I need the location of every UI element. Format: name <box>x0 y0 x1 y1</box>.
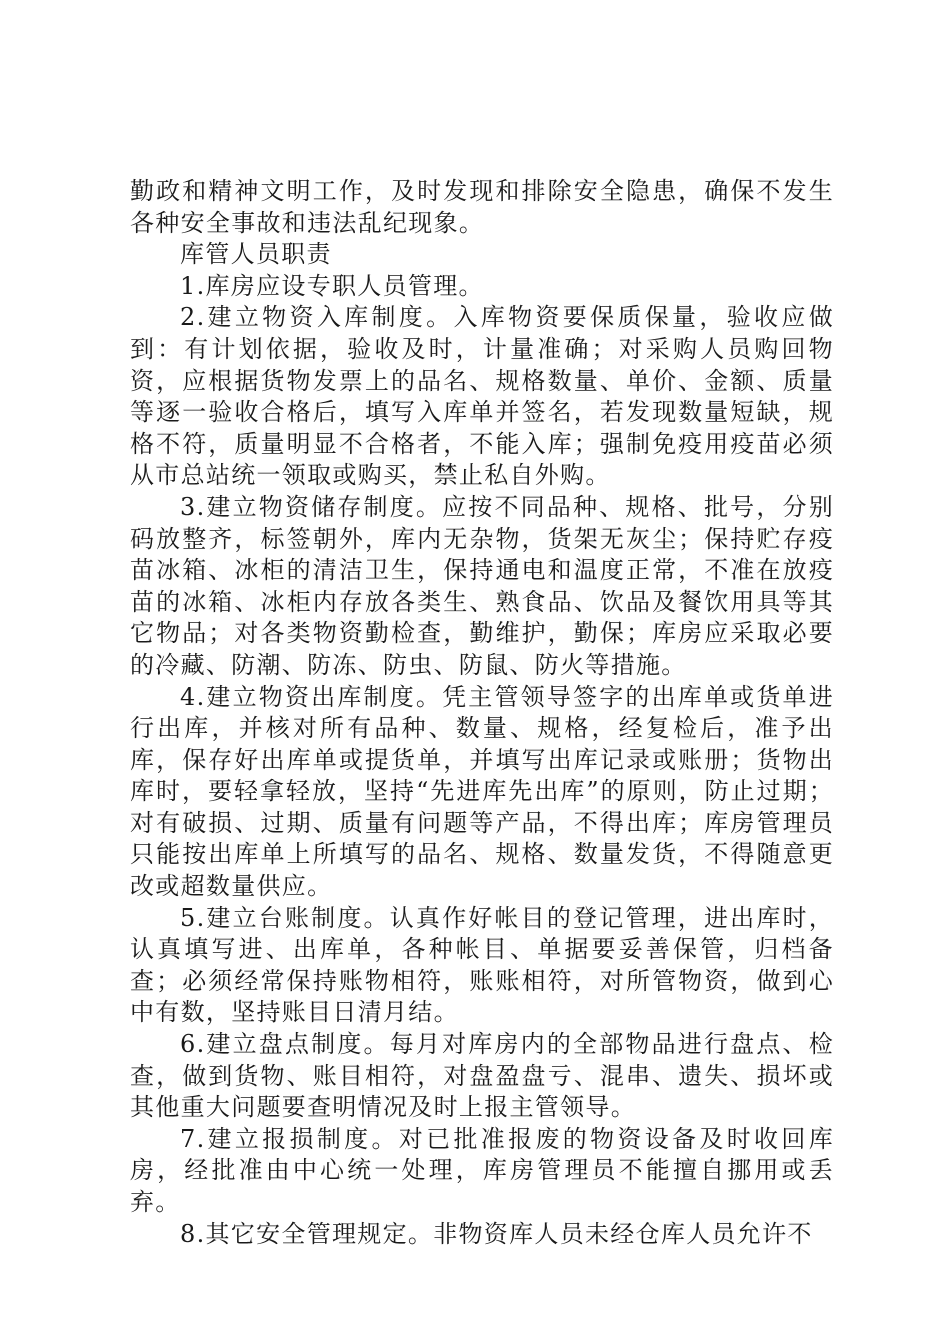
paragraph-continuation: 勤政和精神文明工作，及时发现和排除安全隐患，确保不发生各种安全事故和违法乱纪现象。 <box>130 177 834 237</box>
paragraph-item-7: 7.建立报损制度。对已批准报废的物资设备及时收回库房，经批准由中心统一处理，库房管理员不能擅自挪用或丢弃。 <box>130 1124 834 1216</box>
section-heading: 库管人员职责 <box>180 240 332 269</box>
paragraph-item-8: 8.其它安全管理规定。非物资库人员未经仓库人员允许不 <box>180 1219 813 1248</box>
paragraph-item-1: 1.库房应设专职人员管理。 <box>180 271 484 300</box>
paragraph-item-6: 6.建立盘点制度。每月对库房内的全部物品进行盘点、检查，做到货物、账目相符，对盘盈盘亏、混串、遗失、损坏或其他重大问题要查明情况及时上报主管领导。 <box>130 1030 834 1122</box>
paragraph-item-5: 5.建立台账制度。认真作好帐目的登记管理，进出库时，认真填写进、出库单，各种帐目、单据要妥善保管，归档备查；必须经常保持账物相符，账账相符，对所管物资，做到心中有数，坚持账目日清月结。 <box>130 903 834 1027</box>
document-body <box>130 176 834 1250</box>
paragraph-item-2: 2.建立物资入库制度。入库物资要保质保量，验收应做到：有计划依据，验收及时，计量准确；对采购人员购回物资，应根据货物发票上的品名、规格数量、单价、金额、质量等逐一验收合格后，填写入库单并签名，若发现数量短缺，规格不符，质量明显不合格者，不能入库；强制免疫用疫苗必须从市总站统一领取或购买，禁止私自外购。 <box>130 303 834 490</box>
paragraph-item-4: 4.建立物资出库制度。凭主管领导签字的出库单或货单进行出库，并核对所有品种、数量、规格，经复检后，准予出库，保存好出库单或提货单，并填写出库记录或账册；货物出库时，要轻拿轻放，坚持“先进库先出库”的原则，防止过期；对有破损、过期、质量有问题等产品，不得出库；库房管理员只能按出库单上所填写的品名、规格、数量发货，不得随意更改或超数量供应。 <box>130 682 834 901</box>
paragraph-item-3: 3.建立物资储存制度。应按不同品种、规格、批号，分别码放整齐，标签朝外，库内无杂物，货架无灰尘；保持贮存疫苗冰箱、冰柜的清洁卫生，保持通电和温度正常，不准在放疫苗的冰箱、冰柜内存放各类生、熟食品、饮品及餐饮用具等其它物品；对各类物资勤检查，勤维护，勤保；库房应采取必要的冷藏、防潮、防冻、防虫、防鼠、防火等措施。 <box>130 492 834 679</box>
